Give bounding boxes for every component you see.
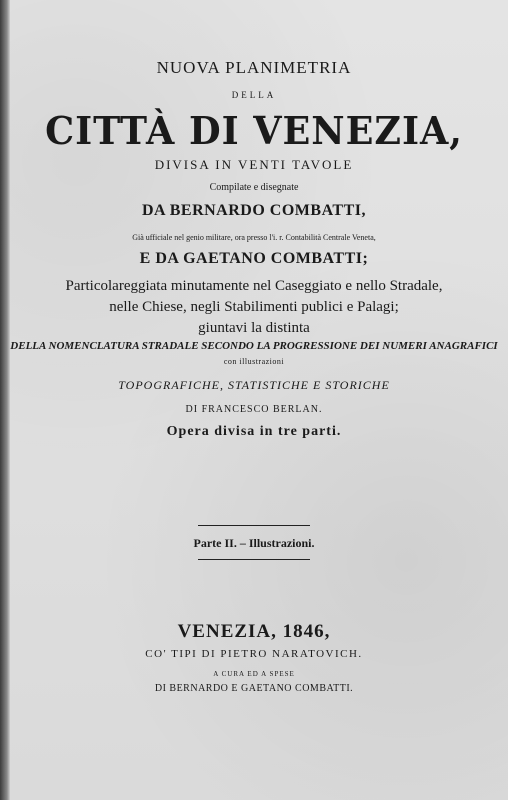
- title-line-2: DELLA: [231, 90, 277, 100]
- divider-bottom: [198, 559, 310, 560]
- title-line-1: NUOVA PLANIMETRIA: [156, 58, 352, 77]
- divider-top: [198, 525, 310, 526]
- imprint-publishers: DI BERNARDO E GAETANO COMBATTI.: [154, 683, 354, 694]
- illustrations-label: con illustrazioni: [223, 357, 285, 366]
- author-gaetano: E DA GAETANO COMBATTI;: [139, 250, 369, 267]
- description-line-3: giuntavi la distinta: [198, 320, 310, 336]
- illustrations-types: TOPOGRAFICHE, STATISTICHE E STORICHE: [118, 378, 390, 392]
- author-bernardo: DA BERNARDO COMBATTI,: [142, 202, 366, 219]
- work-parts-note: Opera divisa in tre parti.: [166, 424, 342, 439]
- description-line-2: nelle Chiese, negli Stabilimenti publici e Palagi;: [109, 299, 399, 315]
- imprint-city-year: VENEZIA, 1846,: [177, 621, 331, 642]
- main-title: CITTÀ DI VENEZIA,: [45, 108, 463, 153]
- compiled-by-label: Compilate e disegnate: [209, 182, 299, 193]
- subtitle: DIVISA IN VENTI TAVOLE: [154, 157, 354, 172]
- illustrations-author: DI FRANCESCO BERLAN.: [185, 404, 323, 415]
- book-spine-shadow: [0, 0, 10, 800]
- description-line-1: Particolareggiata minutamente nel Caseggiato e nello Stradale,: [65, 278, 443, 294]
- imprint-cost-note: A CURA ED A SPESE: [213, 670, 295, 678]
- author-bernardo-note: Già ufficiale nel genio militare, ora presso l'i. r. Contabilità Centrale Veneta,: [132, 233, 376, 242]
- imprint-printer: CO' TIPI DI PIETRO NARATOVICH.: [145, 648, 363, 660]
- description-line-4: DELLA NOMENCLATURA STRADALE SECONDO LA PROGRESSIONE DEI NUMERI ANAGRAFICI: [10, 340, 498, 352]
- part-label: Parte II. – Illustrazioni.: [193, 536, 315, 550]
